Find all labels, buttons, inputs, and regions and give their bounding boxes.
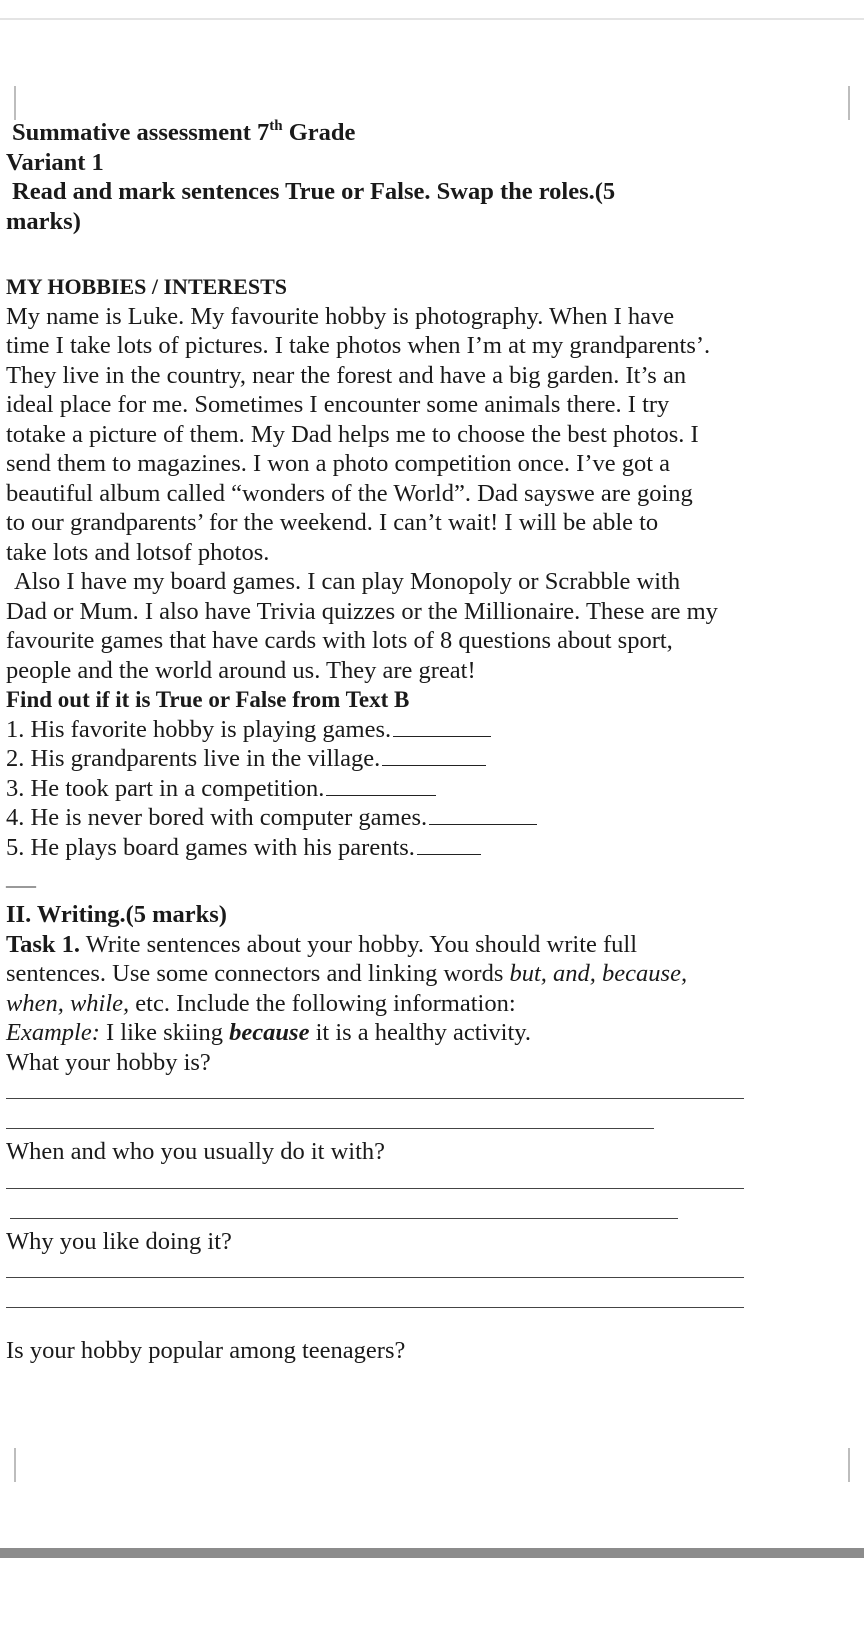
- list-item: [6, 833, 858, 863]
- question-text: 4. He is never bored with computer games.: [6, 804, 428, 831]
- reading-line: people and the world around us. They are great!: [6, 656, 476, 684]
- list-item: [6, 744, 858, 774]
- question-text: 2. His grandparents live in the village.: [6, 745, 381, 772]
- reading-line: send them to magazines. I won a photo competition once. I’ve got a: [6, 450, 671, 477]
- example-text: it is a healthy activity.: [309, 1019, 532, 1046]
- reading-paragraph-1: [6, 302, 858, 568]
- answer-blank[interactable]: [382, 747, 486, 766]
- reading-heading: MY HOBBIES / INTERESTS: [6, 274, 287, 299]
- question-text: 1. His favorite hobby is playing games.: [6, 715, 392, 743]
- answer-blank[interactable]: [393, 718, 491, 737]
- answer-blank[interactable]: [326, 777, 436, 796]
- page-corner-bottom-left: [0, 1448, 16, 1482]
- doc-title-text: Summative assessment 7: [12, 119, 270, 146]
- variant-label: Variant 1: [6, 148, 104, 176]
- task-text: etc. Include the following information:: [129, 989, 516, 1017]
- reading-line: beautiful album called “wonders of the World”. Dad sayswe are going: [6, 479, 693, 507]
- reading-line: favourite games that have cards with lots of 8 questions about sport,: [6, 627, 673, 654]
- writing-question-3: Why you like doing it?: [6, 1227, 232, 1255]
- example-text: I like skiing: [99, 1019, 230, 1046]
- page-bottom-bar: [0, 1548, 864, 1558]
- list-item: [6, 803, 858, 833]
- reading-line: My name is Luke. My favourite hobby is photography. When I have: [6, 302, 675, 330]
- answer-line[interactable]: [6, 1107, 858, 1137]
- reading-paragraph-2: [6, 567, 858, 685]
- writing-question-1: What your hobby is?: [6, 1048, 211, 1076]
- connector-words: when, while,: [6, 989, 130, 1017]
- task-text: Write sentences about your hobby. You should write full: [80, 930, 638, 958]
- writing-question-4: Is your hobby popular among teenagers?: [6, 1337, 406, 1364]
- list-item: [6, 774, 858, 804]
- doc-title: [6, 118, 858, 148]
- task-label: Task 1.: [6, 930, 81, 958]
- reading-line: time I take lots of pictures. I take photos when I’m at my grandparents’.: [6, 332, 711, 359]
- answer-blank[interactable]: [417, 836, 481, 855]
- reading-line: ideal place for me. Sometimes I encounter some animals there. I try: [6, 391, 670, 418]
- page-corner-top-right: [848, 86, 864, 120]
- answer-blank[interactable]: [429, 806, 537, 825]
- reading-line: Dad or Mum. I also have Trivia quizzes or the Millionaire. These are my: [6, 597, 718, 625]
- reading-line: Also I have my board games. I can play Monopoly or Scrabble with: [14, 568, 681, 595]
- answer-line[interactable]: [6, 1256, 858, 1286]
- example-label: Example:: [6, 1019, 100, 1046]
- example-line: [6, 1018, 858, 1048]
- reading-line: to our grandparents’ for the weekend. I can’t wait! I will be able to: [6, 509, 659, 536]
- true-false-list: [6, 715, 858, 863]
- doc-title-grade: Grade: [282, 119, 356, 146]
- writing-heading: II. Writing.(5 marks): [6, 901, 227, 928]
- answer-line[interactable]: [6, 1077, 858, 1107]
- instruction-line-1: Read and mark sentences True or False. Swap the roles.(5: [12, 178, 616, 205]
- true-false-heading: Find out if it is True or False from Text B: [6, 687, 410, 712]
- task-line-2: [6, 959, 858, 989]
- answer-line[interactable]: [6, 1167, 858, 1197]
- list-item: [6, 715, 858, 745]
- page-corner-bottom-right: [848, 1448, 864, 1482]
- page-corner-top-left: [0, 86, 16, 120]
- doc-title-sup: th: [269, 118, 283, 134]
- task-line-1: [6, 930, 858, 960]
- connector-words: but, and, because,: [509, 960, 688, 987]
- instruction-line-2: marks): [6, 207, 81, 235]
- answer-line[interactable]: [6, 1286, 858, 1316]
- reading-line: totake a picture of them. My Dad helps me to choose the best photos. I: [6, 420, 699, 448]
- reading-line: take lots and lotsof photos.: [6, 538, 270, 566]
- task-text: sentences. Use some connectors and linking words: [6, 960, 510, 987]
- spacer: [6, 236, 858, 272]
- answer-line[interactable]: [10, 1197, 858, 1227]
- question-text: 5. He plays board games with his parents.: [6, 833, 415, 861]
- reading-line: They live in the country, near the forest and have a big garden. It’s an: [6, 361, 687, 389]
- section-separator: ___: [6, 868, 36, 890]
- page-top-border: [0, 18, 864, 20]
- document: [6, 118, 858, 1366]
- question-text: 3. He took part in a competition.: [6, 774, 325, 802]
- task-line-3: [6, 989, 858, 1019]
- example-emphasis: because: [229, 1019, 310, 1046]
- spacer: [6, 1316, 858, 1336]
- writing-question-2: When and who you usually do it with?: [6, 1138, 386, 1165]
